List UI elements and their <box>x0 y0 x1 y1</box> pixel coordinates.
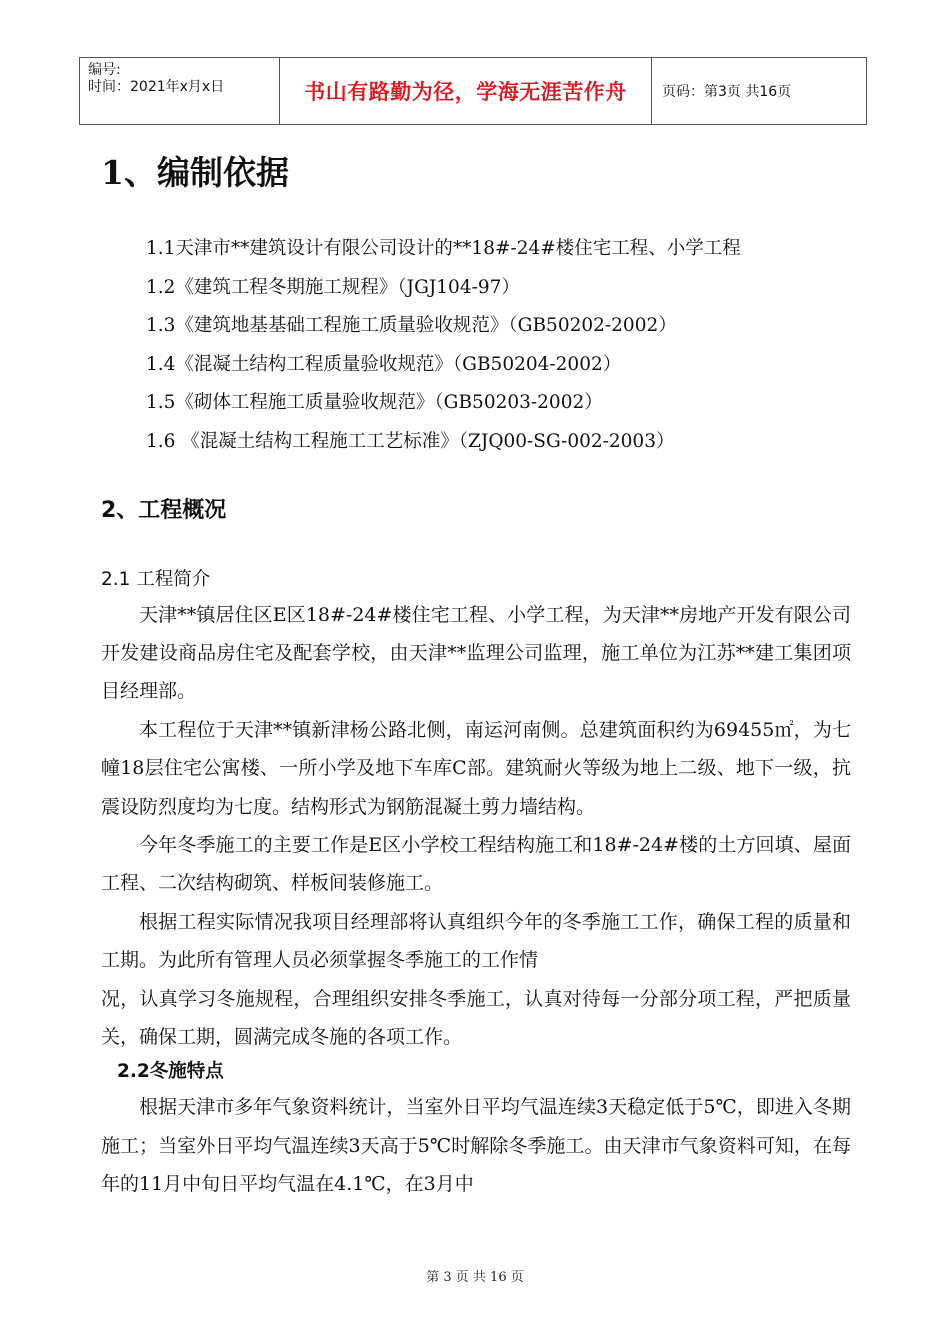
header-page-info: 页码：第3页 共16页 <box>662 84 792 100</box>
subsection-2-2-title: 2.2冬施特点 <box>117 1061 224 1083</box>
body-paragraph: 根据天津市多年气象资料统计，当室外日平均气温连续3天稳定低于5℃，即进入冬期施工；当室外日平均气温连续3天高于5℃时解除冬季施工。由天津市气象资料可知，在每年的11月中旬日平均气温在4.1℃，在3月中 <box>101 1096 851 1196</box>
body-paragraph: 本工程位于天津**镇新津杨公路北侧，南运河南侧。总建筑面积约为69455㎡，为七幢18层住宅公寓楼、一所小学及地下车库C部。建筑耐火等级为地上二级、地下一级，抗震设防烈度均为七度。结构形式为钢筋混凝土剪力墙结构。 <box>101 718 851 818</box>
body-paragraph: 况，认真学习冬施规程，合理组织安排冬季施工，认真对待每一分部分项工程，严把质量关，确保工期，圆满完成冬施的各项工作。 <box>101 987 851 1049</box>
reference-item: 1.1天津市**建筑设计有限公司设计的**18#-24#楼住宅工程、小学工程 <box>146 238 741 259</box>
body-paragraph: 今年冬季施工的主要工作是E区小学校工程结构施工和18#-24#楼的土方回填、屋面工程、二次结构砌筑、样板间装修施工。 <box>101 834 851 895</box>
reference-item: 1.2《建筑工程冬期施工规程》（JGJ104-97） <box>146 276 520 298</box>
reference-item: 1.5《砌体工程施工质量验收规范》（GB50203-2002） <box>146 392 603 414</box>
document-body <box>101 145 851 1204</box>
page-header-table <box>79 57 867 125</box>
subsection-2-1-title: 2.1 工程简介 <box>101 568 211 590</box>
document-time-label: 时间：2021年x月x日 <box>88 79 225 95</box>
body-paragraph: 根据工程实际情况我项目经理部将认真组织今年的冬季施工工作，确保工程的质量和工期。为此所有管理人员必须掌握冬季施工的工作情 <box>101 910 851 972</box>
reference-item: 1.4《混凝土结构工程质量验收规范》（GB50204-2002） <box>146 353 622 375</box>
body-paragraph: 天津**镇居住区E区18#-24#楼住宅工程、小学工程，为天津**房地产开发有限公司开发建设商品房住宅及配套学校，由天津**监理公司监理，施工单位为江苏**建工集团项目经理部。 <box>101 603 851 703</box>
section-2-title: 2、工程概况 <box>101 497 227 523</box>
section-1-title: 1、编制依据 <box>101 153 289 192</box>
reference-item: 1.6 《混凝土结构工程施工工艺标准》（ZJQ00-SG-002-2003） <box>146 430 675 452</box>
page-footer: 第 3 页 共 16 页 <box>426 1270 524 1285</box>
header-motto: 书山有路勤为径，学海无涯苦作舟 <box>280 58 652 124</box>
reference-list <box>101 230 851 462</box>
document-number-label: 编号: <box>88 62 121 78</box>
header-left-cell <box>80 58 280 124</box>
reference-item: 1.3《建筑地基基础工程施工质量验收规范》（GB50202-2002） <box>146 315 677 337</box>
